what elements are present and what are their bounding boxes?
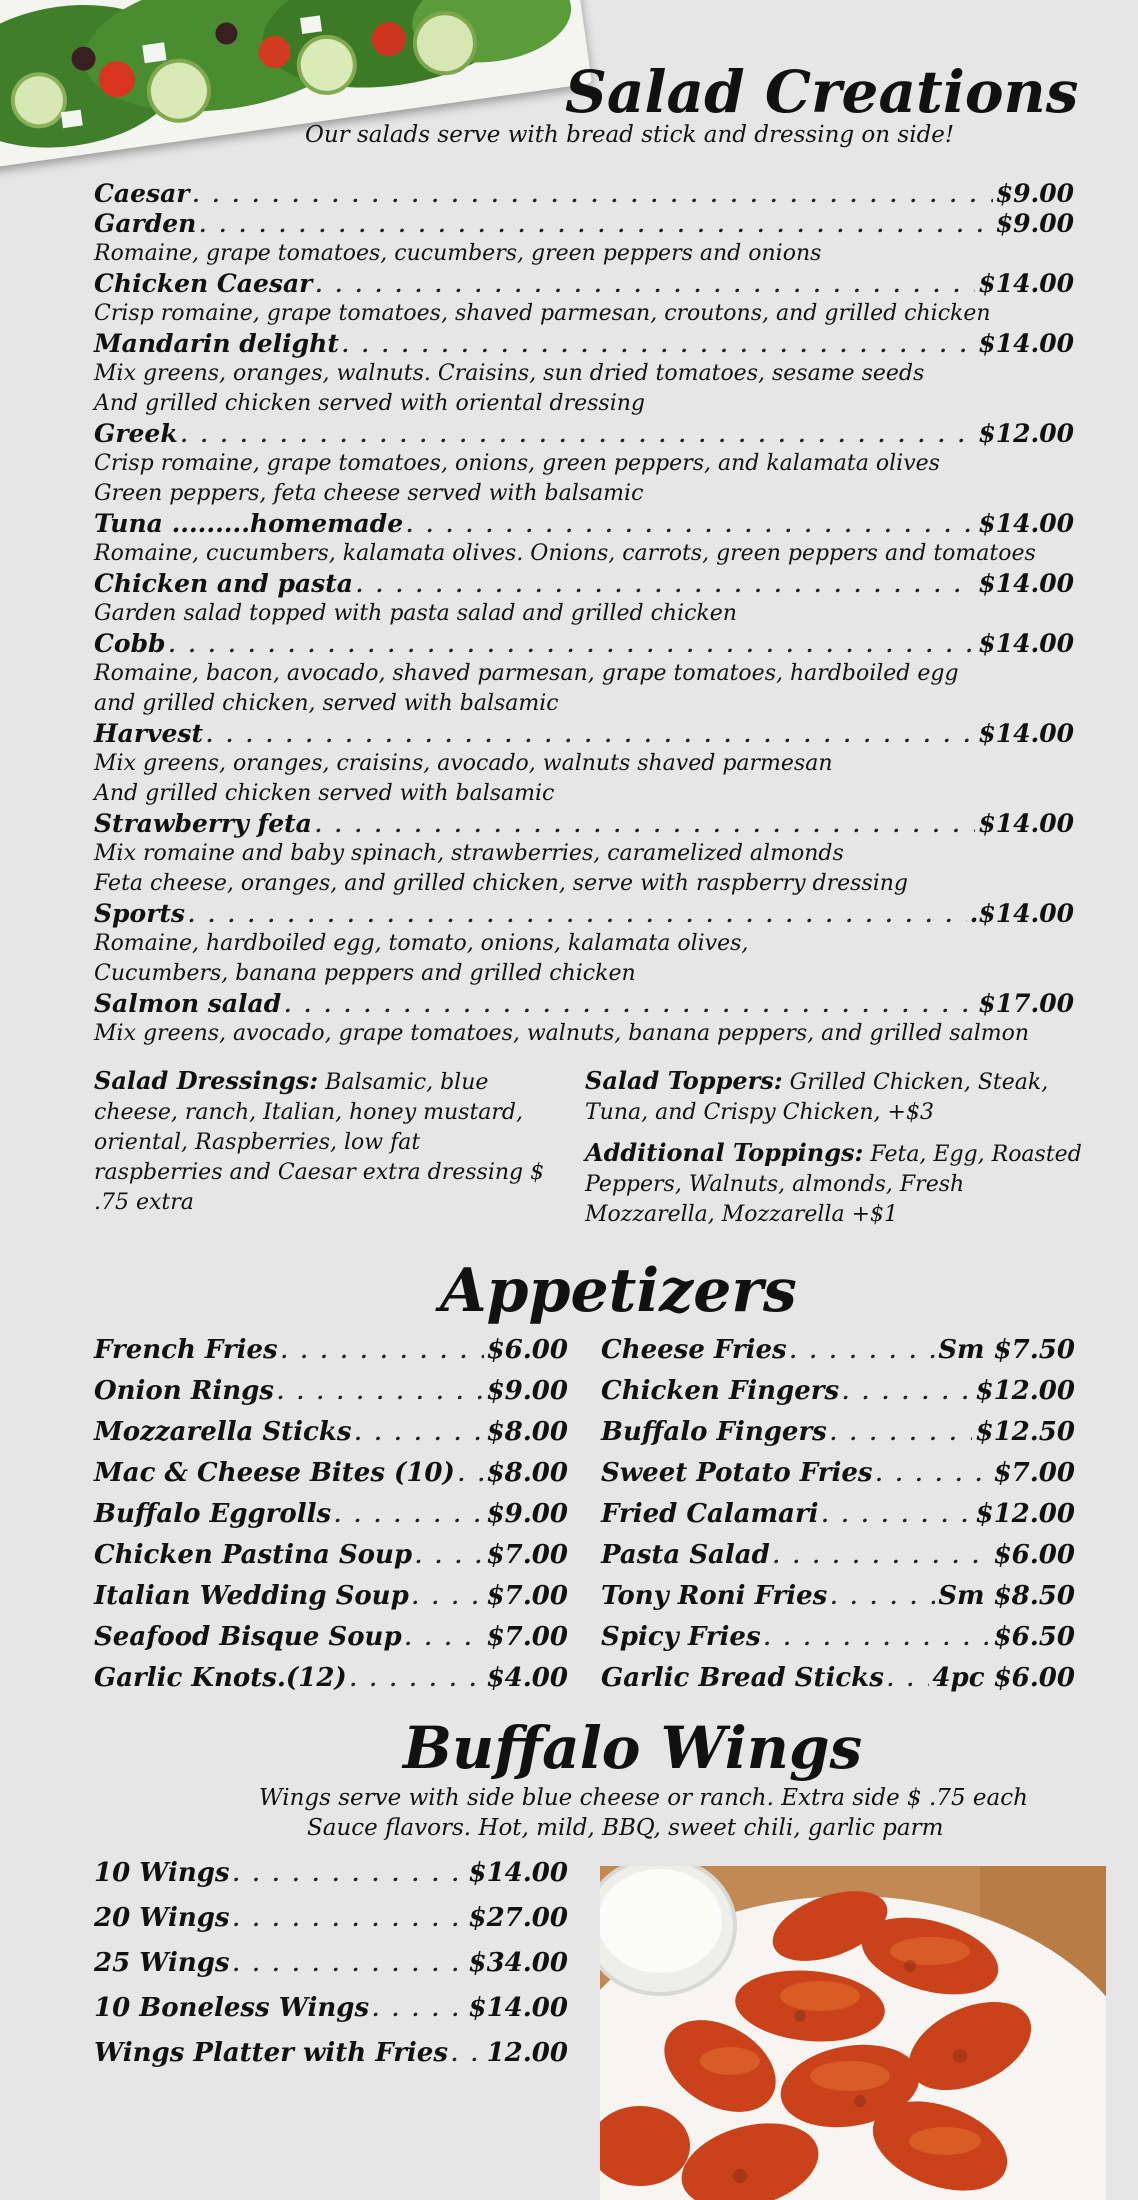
salad-item <box>94 329 1074 419</box>
salad-sports-price: .$14.00 <box>969 899 1074 928</box>
toppers-label: Salad Toppers: <box>585 1066 783 1095</box>
menu-item-line <box>94 1993 568 2038</box>
salad-item <box>94 719 1074 809</box>
menu-item-line <box>94 269 1074 299</box>
appetizer-chicken-pastina-soup-price: $7.00 <box>486 1540 568 1570</box>
dot-leader <box>887 1667 930 1691</box>
wings-subtitle-2: Sauce flavors. Hot, mild, BBQ, sweet chili, garlic parm <box>307 1815 944 1841</box>
wings-item <box>94 1993 568 2038</box>
dot-leader <box>169 633 976 657</box>
wings-item <box>94 1858 568 1903</box>
salad-toppers <box>585 1066 1085 1128</box>
menu-item-line <box>94 509 1074 539</box>
dot-leader <box>415 1544 484 1568</box>
wings-wings-platter-with-fries-price: 12.00 <box>486 2038 568 2068</box>
salad-item-description: Romaine, bacon, avocado, shaved parmesan, grape tomatoes, hardboiled egg <box>94 661 959 686</box>
appetizer-sweet-potato-fries-name: Sweet Potato Fries <box>601 1458 873 1488</box>
dot-leader <box>315 273 975 297</box>
menu-item-line <box>601 1417 1075 1458</box>
wings-item <box>94 2038 568 2083</box>
appetizer-item <box>94 1458 568 1499</box>
wings-list <box>94 1858 568 2083</box>
wings-subtitle-1: Wings serve with side blue cheese or ranch. Extra side $ .75 each <box>259 1785 1028 1811</box>
appetizer-mozzarella-sticks-name: Mozzarella Sticks <box>94 1417 352 1447</box>
dot-leader <box>458 1462 484 1486</box>
appetizer-item <box>94 1335 568 1376</box>
salad-item <box>94 509 1074 569</box>
salad-garden-price: $9.00 <box>995 209 1074 238</box>
appetizer-spicy-fries-name: Spicy Fries <box>601 1622 761 1652</box>
salad-item-description: Romaine, cucumbers, kalamata olives. Onions, carrots, green peppers and tomatoes <box>94 541 1036 566</box>
dot-leader <box>830 1421 973 1445</box>
dot-leader <box>830 1585 935 1609</box>
salad-strawberry-feta-name: Strawberry feta <box>94 809 312 838</box>
appetizer-tony-roni-fries-price: Sm $8.50 <box>938 1581 1075 1611</box>
wings-10-boneless-wings-name: 10 Boneless Wings <box>94 1993 370 2023</box>
salad-item <box>94 569 1074 629</box>
menu-item-line <box>601 1540 1075 1581</box>
salad-item <box>94 269 1074 329</box>
appetizer-cheese-fries-name: Cheese Fries <box>601 1335 787 1365</box>
dot-leader <box>842 1380 972 1404</box>
menu-item-line <box>94 719 1074 749</box>
menu-item-line <box>94 899 1074 929</box>
appetizer-item <box>601 1663 1075 1704</box>
dot-leader <box>277 1380 484 1404</box>
salad-list <box>94 179 1074 1049</box>
salad-caesar-price: $9.00 <box>995 179 1074 208</box>
appetizer-item <box>601 1581 1075 1622</box>
salad-garden-name: Garden <box>94 209 197 238</box>
toppers-text: Grilled Chicken, Steak, Tuna, and Crispy Chicken, +$3 <box>585 1070 1049 1125</box>
menu-item-line <box>601 1458 1075 1499</box>
wings-item <box>94 1948 568 1993</box>
menu-item-line <box>94 569 1074 599</box>
dot-leader <box>451 2042 484 2066</box>
menu-item-line <box>94 1581 568 1622</box>
menu-item-line <box>94 809 1074 839</box>
appetizer-item <box>94 1540 568 1581</box>
salad-title: Salad Creations <box>565 58 1079 126</box>
salad-salmon-salad-name: Salmon salad <box>94 989 282 1018</box>
menu-item-line <box>94 629 1074 659</box>
menu-item-line <box>601 1663 1075 1704</box>
salad-tuna-homemade-price: $14.00 <box>978 509 1074 538</box>
menu-item-line <box>94 1335 568 1376</box>
appetizer-garlic-bread-sticks-price: 4pc $6.00 <box>932 1663 1075 1693</box>
dot-leader <box>405 1626 484 1650</box>
appetizer-item <box>94 1622 568 1663</box>
appetizer-item <box>601 1499 1075 1540</box>
salad-item <box>94 989 1074 1049</box>
appetizer-buffalo-fingers-price: $12.50 <box>975 1417 1075 1447</box>
appetizer-onion-rings-name: Onion Rings <box>94 1376 274 1406</box>
dressings-text: Balsamic, blue cheese, ranch, Italian, honey mustard, oriental, Raspberries, low fat raspberries and Caesar extra dressing $ .75 extra <box>94 1070 545 1215</box>
salad-salmon-salad-price: $17.00 <box>978 989 1074 1018</box>
salad-item <box>94 209 1074 269</box>
salad-cobb-price: $14.00 <box>978 629 1074 658</box>
dot-leader <box>199 213 992 237</box>
dot-leader <box>284 993 975 1017</box>
additional-label: Additional Toppings: <box>585 1138 864 1167</box>
dot-leader <box>773 1544 991 1568</box>
appetizer-item <box>601 1458 1075 1499</box>
dot-leader <box>334 1503 483 1527</box>
salad-chicken-caesar-name: Chicken Caesar <box>94 269 313 298</box>
dot-leader <box>188 903 967 927</box>
salad-item-description: Cucumbers, banana peppers and grilled chicken <box>94 961 636 986</box>
salad-item-description: And grilled chicken served with balsamic <box>94 781 555 806</box>
salad-tuna-homemade-name: Tuna .........homemade <box>94 509 404 538</box>
salad-item-description: Crisp romaine, grape tomatoes, onions, green peppers, and kalamata olives <box>94 451 940 476</box>
salad-caesar-name: Caesar <box>94 179 190 208</box>
salad-cobb-name: Cobb <box>94 629 166 658</box>
dot-leader <box>350 1667 484 1691</box>
appetizer-buffalo-eggrolls-price: $9.00 <box>486 1499 568 1529</box>
menu-item-line <box>601 1335 1075 1376</box>
menu-item-line <box>94 329 1074 359</box>
appetizer-french-fries-price: $6.00 <box>486 1335 568 1365</box>
appetizer-buffalo-fingers-name: Buffalo Fingers <box>601 1417 827 1447</box>
dot-leader <box>233 1907 466 1931</box>
dot-leader <box>181 423 976 447</box>
appetizers-right-column <box>601 1335 1075 1704</box>
dot-leader <box>822 1503 973 1527</box>
salad-chicken-and-pasta-price: $14.00 <box>978 569 1074 598</box>
salad-item <box>94 899 1074 989</box>
appetizer-buffalo-eggrolls-name: Buffalo Eggrolls <box>94 1499 332 1529</box>
appetizer-mozzarella-sticks-price: $8.00 <box>486 1417 568 1447</box>
salad-item <box>94 179 1074 209</box>
appetizer-item <box>94 1663 568 1704</box>
menu-item-line <box>94 1417 568 1458</box>
salad-item-description: and grilled chicken, served with balsamic <box>94 691 559 716</box>
appetizer-garlic-bread-sticks-name: Garlic Bread Sticks <box>601 1663 884 1693</box>
wings-10-boneless-wings-price: $14.00 <box>468 1993 568 2023</box>
appetizer-pasta-salad-name: Pasta Salad <box>601 1540 770 1570</box>
dot-leader <box>876 1462 991 1486</box>
appetizer-item <box>601 1417 1075 1458</box>
menu-item-line <box>94 1948 568 1993</box>
wings-20-wings-name: 20 Wings <box>94 1903 230 1933</box>
salad-mandarin-delight-price: $14.00 <box>978 329 1074 358</box>
appetizer-seafood-bisque-soup-name: Seafood Bisque Soup <box>94 1622 402 1652</box>
menu-item-line <box>94 1663 568 1704</box>
dot-leader <box>192 183 992 207</box>
wings-wings-platter-with-fries-name: Wings Platter with Fries <box>94 2038 448 2068</box>
appetizer-fried-calamari-name: Fried Calamari <box>601 1499 819 1529</box>
menu-item-line <box>94 1622 568 1663</box>
menu-item-line <box>601 1499 1075 1540</box>
salad-item <box>94 629 1074 719</box>
appetizer-italian-wedding-soup-price: $7.00 <box>486 1581 568 1611</box>
salad-strawberry-feta-price: $14.00 <box>978 809 1074 838</box>
menu-item-line <box>94 1458 568 1499</box>
appetizer-onion-rings-price: $9.00 <box>486 1376 568 1406</box>
wings-10-wings-name: 10 Wings <box>94 1858 230 1888</box>
salad-subtitle: Our salads serve with bread stick and dressing on side! <box>305 122 955 148</box>
salad-item-description: Green peppers, feta cheese served with balsamic <box>94 481 644 506</box>
appetizer-seafood-bisque-soup-price: $7.00 <box>486 1622 568 1652</box>
appetizer-cheese-fries-price: Sm $7.50 <box>938 1335 1075 1365</box>
appetizer-italian-wedding-soup-name: Italian Wedding Soup <box>94 1581 409 1611</box>
menu-item-line <box>94 209 1074 239</box>
dot-leader <box>281 1339 484 1363</box>
menu-item-line <box>601 1622 1075 1663</box>
appetizer-pasta-salad-price: $6.00 <box>993 1540 1075 1570</box>
appetizer-mac-cheese-bites-10-price: $8.00 <box>486 1458 568 1488</box>
appetizer-item <box>601 1376 1075 1417</box>
salad-greek-price: $12.00 <box>978 419 1074 448</box>
menu-item-line <box>94 1903 568 1948</box>
salad-mandarin-delight-name: Mandarin delight <box>94 329 339 358</box>
salad-harvest-name: Harvest <box>94 719 204 748</box>
salad-sports-name: Sports <box>94 899 186 928</box>
appetizer-item <box>94 1499 568 1540</box>
salad-item-description: Romaine, hardboiled egg, tomato, onions, kalamata olives, <box>94 931 749 956</box>
additional-toppings <box>585 1138 1085 1230</box>
wings-photo <box>600 1866 1106 2200</box>
dot-leader <box>342 333 975 357</box>
menu-item-line <box>94 1858 568 1903</box>
appetizer-garlic-knots-12-name: Garlic Knots.(12) <box>94 1663 347 1693</box>
salad-item-description: Romaine, grape tomatoes, cucumbers, green peppers and onions <box>94 241 822 266</box>
salad-chicken-caesar-price: $14.00 <box>978 269 1074 298</box>
appetizer-fried-calamari-price: $12.00 <box>975 1499 1075 1529</box>
appetizer-item <box>94 1581 568 1622</box>
wings-25-wings-price: $34.00 <box>468 1948 568 1978</box>
dot-leader <box>764 1626 991 1650</box>
salad-item-description: And grilled chicken served with oriental dressing <box>94 391 645 416</box>
wings-25-wings-name: 25 Wings <box>94 1948 230 1978</box>
salad-item-description: Crisp romaine, grape tomatoes, shaved parmesan, croutons, and grilled chicken <box>94 301 991 326</box>
appetizer-chicken-pastina-soup-name: Chicken Pastina Soup <box>94 1540 413 1570</box>
appetizer-item <box>601 1622 1075 1663</box>
appetizers-left-column <box>94 1335 568 1704</box>
dot-leader <box>412 1585 484 1609</box>
menu-item-line <box>94 1499 568 1540</box>
appetizer-garlic-knots-12-price: $4.00 <box>486 1663 568 1693</box>
appetizer-item <box>601 1335 1075 1376</box>
salad-greek-name: Greek <box>94 419 178 448</box>
salad-dressings <box>94 1066 554 1218</box>
salad-item-description: Mix romaine and baby spinach, strawberries, caramelized almonds <box>94 841 844 866</box>
salad-item-description: Mix greens, oranges, craisins, avocado, walnuts shaved parmesan <box>94 751 833 776</box>
appetizer-chicken-fingers-name: Chicken Fingers <box>601 1376 840 1406</box>
menu-item-line <box>94 1376 568 1417</box>
dot-leader <box>206 723 975 747</box>
salad-chicken-and-pasta-name: Chicken and pasta <box>94 569 353 598</box>
appetizer-tony-roni-fries-name: Tony Roni Fries <box>601 1581 828 1611</box>
wings-20-wings-price: $27.00 <box>468 1903 568 1933</box>
menu-item-line <box>94 1540 568 1581</box>
wings-10-wings-price: $14.00 <box>468 1858 568 1888</box>
appetizer-chicken-fingers-price: $12.00 <box>975 1376 1075 1406</box>
dot-leader <box>233 1862 466 1886</box>
dot-leader <box>406 513 975 537</box>
appetizer-item <box>94 1417 568 1458</box>
appetizer-sweet-potato-fries-price: $7.00 <box>993 1458 1075 1488</box>
dot-leader <box>372 1997 465 2021</box>
dot-leader <box>356 573 975 597</box>
menu-item-line <box>601 1581 1075 1622</box>
additional-text: Feta, Egg, Roasted Peppers, Walnuts, almonds, Fresh Mozzarella, Mozzarella +$1 <box>585 1142 1082 1227</box>
dot-leader <box>233 1952 466 1976</box>
menu-item-line <box>94 989 1074 1019</box>
appetizer-item <box>94 1376 568 1417</box>
dressings-label: Salad Dressings: <box>94 1066 319 1095</box>
menu-item-line <box>94 179 1074 209</box>
appetizer-item <box>601 1540 1075 1581</box>
menu-item-line <box>601 1376 1075 1417</box>
dot-leader <box>790 1339 936 1363</box>
wings-title: Buffalo Wings <box>403 1714 863 1782</box>
appetizers-title: Appetizers <box>440 1256 797 1326</box>
salad-item-description: Mix greens, avocado, grape tomatoes, walnuts, banana peppers, and grilled salmon <box>94 1021 1030 1046</box>
salad-item <box>94 809 1074 899</box>
menu-item-line <box>94 2038 568 2083</box>
dot-leader <box>315 813 975 837</box>
appetizer-mac-cheese-bites-10-name: Mac & Cheese Bites (10) <box>94 1458 455 1488</box>
wings-item <box>94 1903 568 1948</box>
menu-item-line <box>94 419 1074 449</box>
appetizer-spicy-fries-price: $6.50 <box>993 1622 1075 1652</box>
salad-item <box>94 419 1074 509</box>
appetizer-french-fries-name: French Fries <box>94 1335 278 1365</box>
salad-item-description: Feta cheese, oranges, and grilled chicken, serve with raspberry dressing <box>94 871 908 896</box>
salad-harvest-price: $14.00 <box>978 719 1074 748</box>
dot-leader <box>355 1421 484 1445</box>
salad-item-description: Mix greens, oranges, walnuts. Craisins, sun dried tomatoes, sesame seeds <box>94 361 925 386</box>
salad-item-description: Garden salad topped with pasta salad and grilled chicken <box>94 601 737 626</box>
